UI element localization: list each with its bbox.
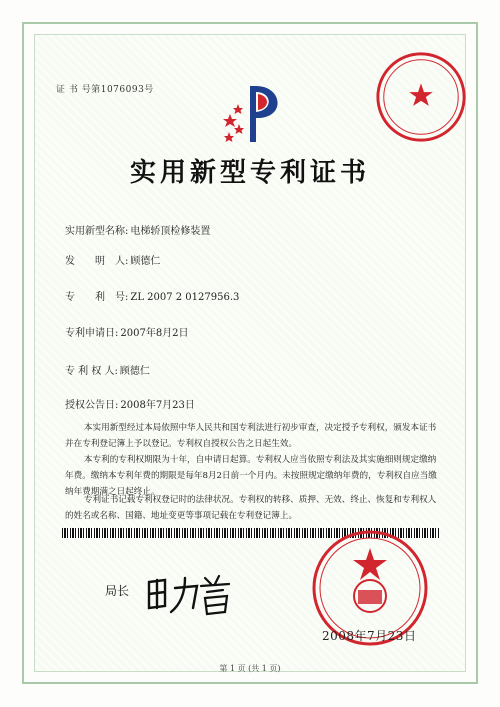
field-label: 专利申请日: (65, 328, 119, 339)
field-value: 2007年8月2日 (120, 328, 189, 339)
certificate-number: 证 书 号第1076093号 (56, 85, 154, 95)
special-seal-icon (372, 48, 470, 146)
paragraph-legal-status: 专利证书记载专利权登记时的法律状况。专利权的转移、质押、无效、终止、恢复和专利权人的姓名或名称、国籍、地址变更等事项记载在专利登记簿上。 (65, 495, 437, 521)
field-label: 专 利 号: (65, 292, 129, 303)
field-announcement-date (65, 396, 195, 411)
seal-date: 2008年7月23日 (322, 629, 417, 643)
field-value: 顾德仁 (130, 256, 161, 267)
field-patent-number (65, 288, 239, 303)
page-number: 第 1 页 (共 1 页) (219, 664, 281, 673)
paragraph-grant: 本实用新型经过本局依照中华人民共和国专利法进行初步审查，决定授予专利权，颁发本证书并在专利登记簿上予以登记。专利权自授权公告之日起生效。 (65, 423, 437, 449)
field-patentee (65, 362, 150, 377)
patent-office-logo-icon (220, 78, 300, 148)
field-value: 2008年7月23日 (120, 400, 195, 411)
field-label: 发 明 人: (65, 256, 129, 267)
paragraph-term: 本专利的专利权期限为十年，自申请日起算。专利权人应当依照专利法及其实施细则规定缴纳年费。缴纳本专利年费的期限是每年8月2日前一个月内。未按照规定缴纳年费的，专利权自应当缴纳年费期满之日起终止。 (65, 455, 437, 497)
field-label: 实用新型名称: (65, 226, 129, 237)
director-label: 局长 (105, 584, 130, 598)
field-value: 顾德仁 (119, 366, 150, 377)
field-inventor (65, 252, 160, 267)
field-value: 电梯轿顶检修装置 (130, 226, 211, 237)
field-utility-model-name (65, 222, 210, 237)
director-signature-icon (135, 568, 245, 618)
field-label: 授权公告日: (65, 400, 119, 411)
field-application-date (65, 324, 189, 339)
certificate-title: 实用新型专利证书 (129, 158, 370, 188)
field-label: 专 利 权 人: (65, 366, 118, 377)
field-value: ZL 2007 2 0127956.3 (130, 292, 240, 303)
